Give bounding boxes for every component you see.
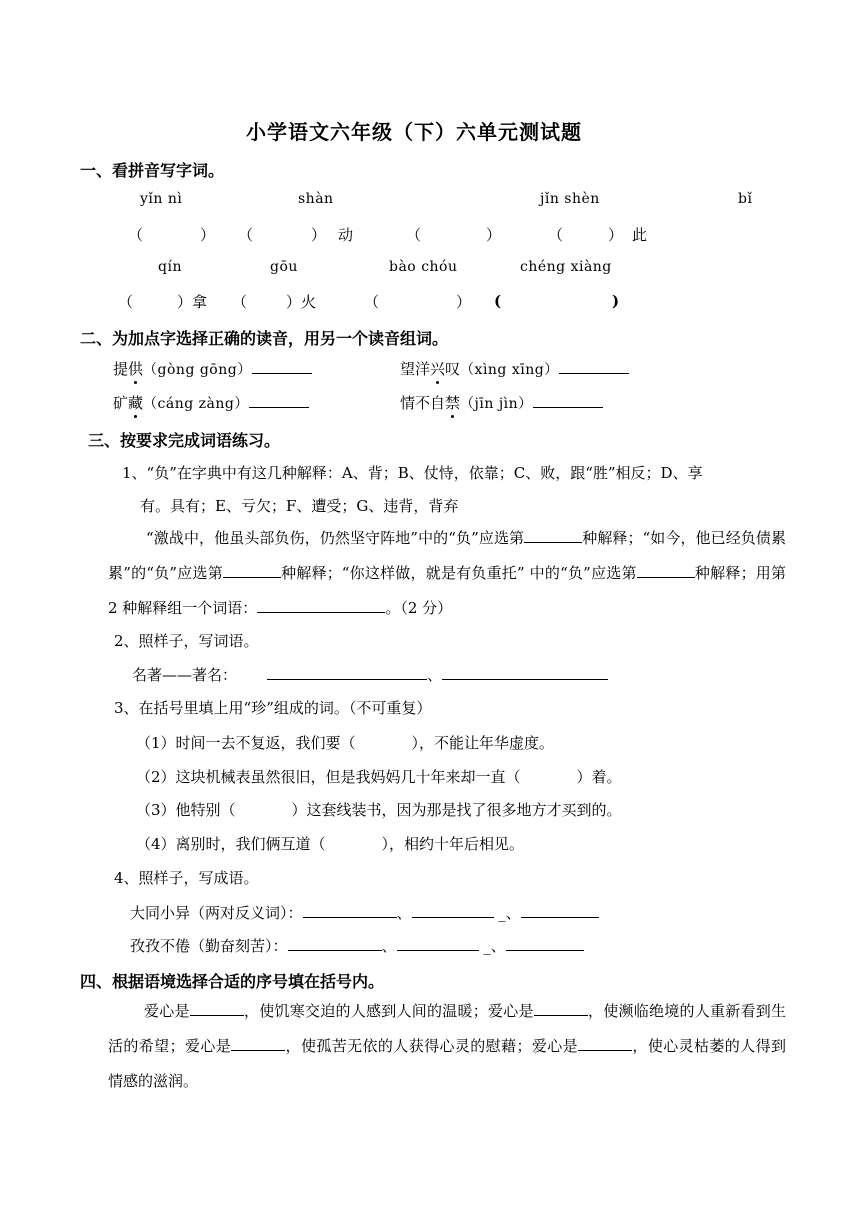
pinyin-gou: gōu [270,259,298,275]
word-char: 此 [632,226,648,244]
item-prefix: 矿 [113,394,129,412]
pinyin-yinni: yǐn nì [140,191,183,207]
q1-text-c: 种解释；“你这样做，就是有负重托” 中的“负”应选第 [280,564,637,582]
reading-item [400,392,603,413]
q3-item [136,833,524,854]
q2-title: 2、照样子，写词语。 [114,632,259,650]
q3-text-b: ）这套线装书，因为那是找了很多地方才买到的。 [291,801,622,819]
q3-text-a: （2）这块机械表虽然很旧，但是我妈妈几十年来却一直（ [136,768,521,786]
q3-item [136,766,622,787]
q4-example: 孜孜不倦（勤奋刻苦）： [130,937,288,955]
answer-line [506,936,584,951]
s4-paragraph [108,994,786,1099]
q1-text-e: 。（2 分） [385,599,453,617]
answer-line [524,528,582,543]
reading-options: （xìng xīng） [460,362,559,378]
answer-line [637,563,695,578]
answer-line [223,563,281,578]
q1-definition-line1: 1、“负”在字典中有这几种解释：A、背；B、仗恃，依靠；C、败，跟“胜”相反；D、享 [122,464,703,482]
word-char: 动 [338,226,354,244]
page-title: 小学语文六年级（下）六单元测试题 [246,120,582,144]
q1-paragraph [108,521,786,626]
q3-text-a: （4）离别时，我们俩互道（ [136,835,326,853]
q4-example: 大同小异（两对反义词）： [130,904,303,922]
answer-blank-paren: ） [608,226,624,244]
separator: _、 [493,904,521,922]
answer-line [288,936,382,951]
reading-options: （jīn jìn） [460,396,533,412]
q3-text-b: ），相约十年后相见。 [381,835,525,853]
pinyin-bi: bǐ [738,191,753,207]
s4-text-b: ，使饥寒交迫的人感到人间的温暖；爱心是 [243,1002,534,1020]
answer-line [303,903,397,918]
q1-text-d: 种解释；用第 2 种解释组一个词语： [108,564,786,617]
reading-options: （cáng zàng） [143,396,249,412]
answer-line [533,393,603,408]
q4-title: 4、照样子，写成语。 [114,869,259,887]
answer-blank-paren: （ [128,226,144,244]
q2-example: 名著——著名： [132,666,238,684]
answer-line [249,393,309,408]
q3-text-a: （3）他特别（ [136,801,236,819]
answer-blank-paren: （ [232,293,248,311]
q4-row [130,902,599,923]
reading-item [113,358,312,379]
q2-example-row [132,664,608,685]
answer-line [267,665,427,680]
answer-line [412,903,494,918]
reading-item [400,358,629,379]
section-3-heading: 三、按要求完成词语练习。 [88,431,281,450]
answer-blank-paren: ） [200,226,216,244]
q3-text-b: ）着。 [576,768,622,786]
dotted-char: 藏 [128,394,144,412]
answer-blank-paren: ） [311,226,327,244]
answer-blank-paren: （ [548,226,564,244]
answer-line [534,1001,588,1016]
answer-line [190,1001,244,1016]
answer-line [397,936,479,951]
answer-blank-paren: ） [456,293,472,311]
item-prefix: 情不自 [400,394,446,412]
answer-blank-paren: （ [364,293,380,311]
s4-text-d: ，使孤苦无依的人获得心灵的慰藉；爱心是 [285,1037,579,1055]
q1-definition-line2: 有。具有；E、亏欠；F、遭受；G、违背，背弃 [140,497,459,515]
pinyin-baochou: bào chóu [389,259,458,275]
q4-row [130,935,584,956]
answer-blank-paren: ) [612,292,620,310]
answer-blank-paren: ( [494,292,502,310]
section-4-heading: 四、根据语境选择合适的序号填在括号内。 [80,972,385,991]
answer-line [257,598,385,613]
answer-blank-paren: （ [118,293,134,311]
answer-line [521,903,599,918]
separator: 、 [396,904,412,922]
word-char: ）火 [286,293,317,311]
section-1-heading: 一、看拼音写字词。 [80,161,225,180]
q3-item [136,799,622,820]
pinyin-qin: qín [158,259,182,275]
pinyin-chengxiang: chéng xiàng [520,259,612,275]
pinyin-shan: shàn [298,191,334,207]
answer-line [442,665,608,680]
answer-line [578,1036,632,1051]
q1-text-b: 种解释；“如今，他已经负债累累”的“负”应选第 [108,529,786,582]
q3-item [136,732,554,753]
answer-line [252,359,312,374]
q3-title: 3、在括号里填上用“珍”组成的词。（不可重复） [114,699,432,717]
q3-text-b: ），不能让年华虚度。 [411,734,555,752]
section-2-heading: 二、为加点字选择正确的读音，用另一个读音组词。 [80,329,449,348]
answer-line [559,359,629,374]
reading-item [113,392,309,413]
s4-text-e: ，使心灵枯萎的人得到情感的滋润。 [108,1037,786,1090]
item-prefix: 提 [113,360,129,378]
item-suffix: 叹 [445,360,461,378]
answer-line [231,1036,285,1051]
word-char: ）拿 [177,293,208,311]
pinyin-jinshen: jǐn shèn [540,191,600,207]
dotted-char: 兴 [430,360,446,378]
answer-blank-paren: （ [406,226,422,244]
dotted-char: 供 [128,360,144,378]
separator: 、 [381,937,397,955]
answer-blank-paren: （ [238,226,254,244]
separator: 、 [427,666,443,684]
item-prefix: 望洋 [400,360,431,378]
s4-text-a: 爱心是 [144,1002,190,1020]
reading-options: （gòng gōng） [143,362,252,378]
s4-text-c: ，使濒临绝境的人重新看到生活的希望；爱心是 [108,1002,786,1055]
q1-text-a: “激战中，他虽头部负伤，仍然坚守阵地”中的“负”应选第 [146,529,525,547]
separator: _、 [478,937,506,955]
q3-text-a: （1）时间一去不复返，我们要（ [136,734,356,752]
answer-blank-paren: ） [486,226,502,244]
dotted-char: 禁 [445,394,461,412]
